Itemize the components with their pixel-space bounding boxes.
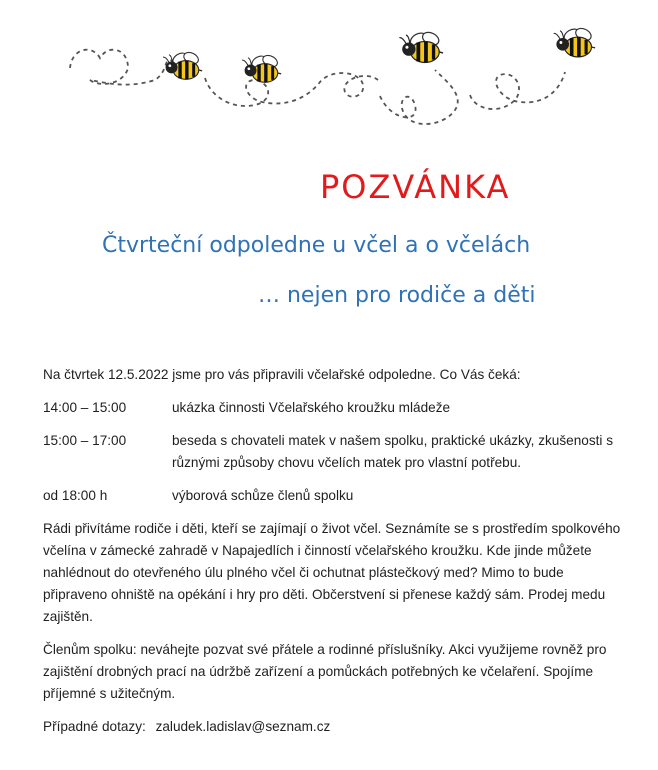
bee-icon: [554, 26, 595, 57]
page-title: POZVÁNKA: [320, 168, 511, 206]
bee-decoration-banner: [0, 0, 658, 150]
subtitle-main: Čtvrteční odpoledne u včel a o včelách: [102, 233, 531, 258]
schedule-desc: ukázka činnosti Včelařského kroužku mládeže: [172, 400, 451, 415]
contact-label: Případné dotazy:: [43, 719, 146, 734]
schedule-desc: výborová schůze členů spolku: [172, 488, 354, 503]
subtitle-secondary: … nejen pro rodiče a děti: [258, 283, 536, 308]
contact-line: [43, 716, 330, 738]
schedule-desc: beseda s chovateli matek v našem spolku, praktické ukázky, zkušenosti s různými způsoby chovu včelích matek pro vlastní potřebu.: [172, 433, 613, 470]
contact-email[interactable]: zaludek.ladislav@seznam.cz: [155, 719, 331, 734]
bee-icon: [242, 53, 281, 82]
schedule-time: 15:00 – 17:00: [43, 433, 127, 448]
schedule-time: od 18:00 h: [43, 488, 108, 503]
info-paragraph: Rádi přivítáme rodiče i děti, kteří se zajímají o život včel. Seznámíte se s prostředím spolkového včelína v zámecké zahradě v Napajedlích i činností včelařského kroužku. Kde jinde můžete nahlédnout do otevřeného úlu plného včel či ochutnat plástečkový med? Mimo to bude připraveno ohniště na opékání i hry pro děti. Občerstvení si přenese každý sám. Prodej medu zajištěn.: [43, 521, 621, 624]
members-paragraph: Členům spolku: neváhejte pozvat své přátele a rodinné příslušníky. Akci využijeme rovněž pro zajištění drobných prací na údržbě zařízení a pomůckách potřebných ke včelaření. Spojíme příjemné s užitečným.: [43, 642, 607, 701]
intro-text: Na čtvrtek 12.5.2022 jsme pro vás připravili včelařské odpoledne. Co Vás čeká:: [43, 367, 521, 382]
bee-icon: [163, 50, 202, 79]
flight-path: [70, 50, 565, 124]
bee-icon: [399, 30, 443, 63]
schedule-time: 14:00 – 15:00: [43, 400, 127, 415]
